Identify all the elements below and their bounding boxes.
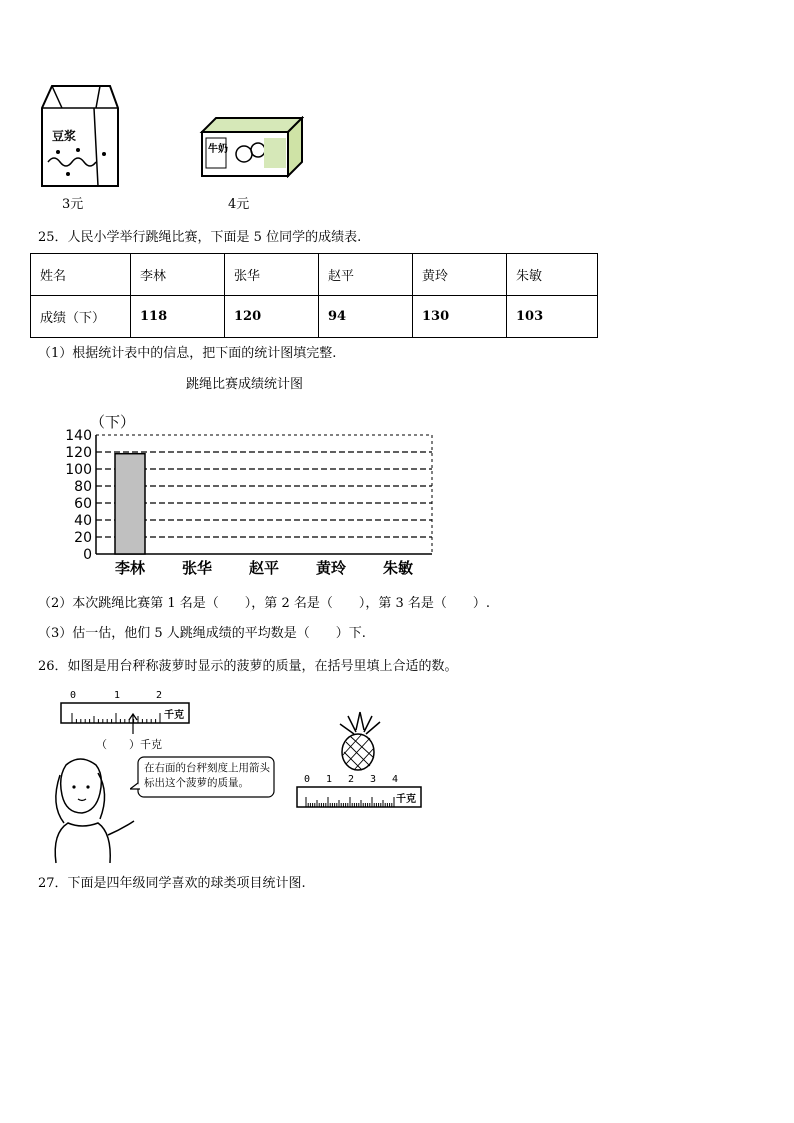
scale-ruler-2 xyxy=(296,774,422,808)
bar-李林 xyxy=(115,454,145,554)
milk-carton-price: 4元 xyxy=(228,197,250,212)
scale2-tick-4: 4 xyxy=(392,774,399,785)
q27-title: 27．下面是四年级同学喜欢的球类项目统计图. xyxy=(38,876,306,891)
teacher-illustration xyxy=(38,755,138,865)
answer-blank: （ ）千克 xyxy=(96,738,162,751)
q25-sub3: （3）估一估，他们 5 人跳绳成绩的平均数是（ ）下. xyxy=(38,626,366,641)
x-tick-label: 张华 xyxy=(181,559,213,577)
scale-ruler-1 xyxy=(60,690,190,724)
table-cell: 118 xyxy=(131,296,225,338)
y-tick-label: 120 xyxy=(65,445,92,461)
bar-chart xyxy=(60,404,450,580)
table-cell: 103 xyxy=(507,296,598,338)
q25-title: 25．人民小学举行跳绳比赛，下面是 5 位同学的成绩表. xyxy=(38,230,362,245)
x-tick-label: 黄玲 xyxy=(315,559,347,577)
chart-title: 跳绳比赛成绩统计图 xyxy=(186,377,304,392)
table-cell: 朱敏 xyxy=(507,254,598,296)
table-cell: 赵平 xyxy=(319,254,413,296)
scale2-tick-0: 0 xyxy=(304,774,311,785)
scale2-tick-3: 3 xyxy=(370,774,377,785)
y-tick-label: 100 xyxy=(65,462,92,478)
milk-carton-label: 牛奶 xyxy=(208,144,228,155)
table-cell: 黄玲 xyxy=(413,254,507,296)
y-tick-label: 60 xyxy=(74,496,92,512)
table-cell: 94 xyxy=(319,296,413,338)
table-cell: 120 xyxy=(225,296,319,338)
score-table xyxy=(30,253,598,338)
q26-title: 26．如图是用台秤称菠萝时显示的菠萝的质量，在括号里填上合适的数。 xyxy=(38,659,458,674)
x-tick-label: 李林 xyxy=(114,559,146,577)
speech-bubble xyxy=(130,755,276,799)
y-tick-label: 80 xyxy=(74,479,92,495)
scale1-tick-1: 1 xyxy=(114,690,121,701)
y-tick-label: 0 xyxy=(83,547,92,563)
scale1-tick-0: 0 xyxy=(70,690,77,701)
scale1-unit: 千克 xyxy=(164,710,184,721)
y-axis-label: （下） xyxy=(90,413,136,431)
speech-text: 在右面的台秤刻度上用箭头标出这个菠萝的质量。 xyxy=(144,762,270,789)
q25-sub2: （2）本次跳绳比赛第 1 名是（ ），第 2 名是（ ），第 3 名是（ ）. xyxy=(38,596,491,611)
scale2-tick-2: 2 xyxy=(348,774,355,785)
x-tick-label: 朱敏 xyxy=(382,559,414,577)
table-cell: 张华 xyxy=(225,254,319,296)
y-tick-label: 140 xyxy=(65,428,92,444)
arrow-icon xyxy=(128,712,138,736)
table-cell: 李林 xyxy=(131,254,225,296)
scale1-tick-2: 2 xyxy=(156,690,163,701)
y-tick-label: 40 xyxy=(74,513,92,529)
table-cell: 姓名 xyxy=(31,254,131,296)
table-row xyxy=(31,254,598,296)
milk-box-label: 豆浆 xyxy=(52,129,77,143)
milk-box-price: 3元 xyxy=(62,197,84,212)
table-cell: 130 xyxy=(413,296,507,338)
milk-box-image xyxy=(38,82,120,190)
q25-sub1: （1）根据统计表中的信息，把下面的统计图填完整. xyxy=(38,346,337,361)
scale2-tick-1: 1 xyxy=(326,774,333,785)
scale2-unit: 千克 xyxy=(396,794,416,805)
y-tick-label: 20 xyxy=(74,530,92,546)
x-tick-label: 赵平 xyxy=(248,559,280,577)
table-row xyxy=(31,296,598,338)
pineapple-image xyxy=(332,710,388,772)
table-cell: 成绩（下） xyxy=(31,296,131,338)
